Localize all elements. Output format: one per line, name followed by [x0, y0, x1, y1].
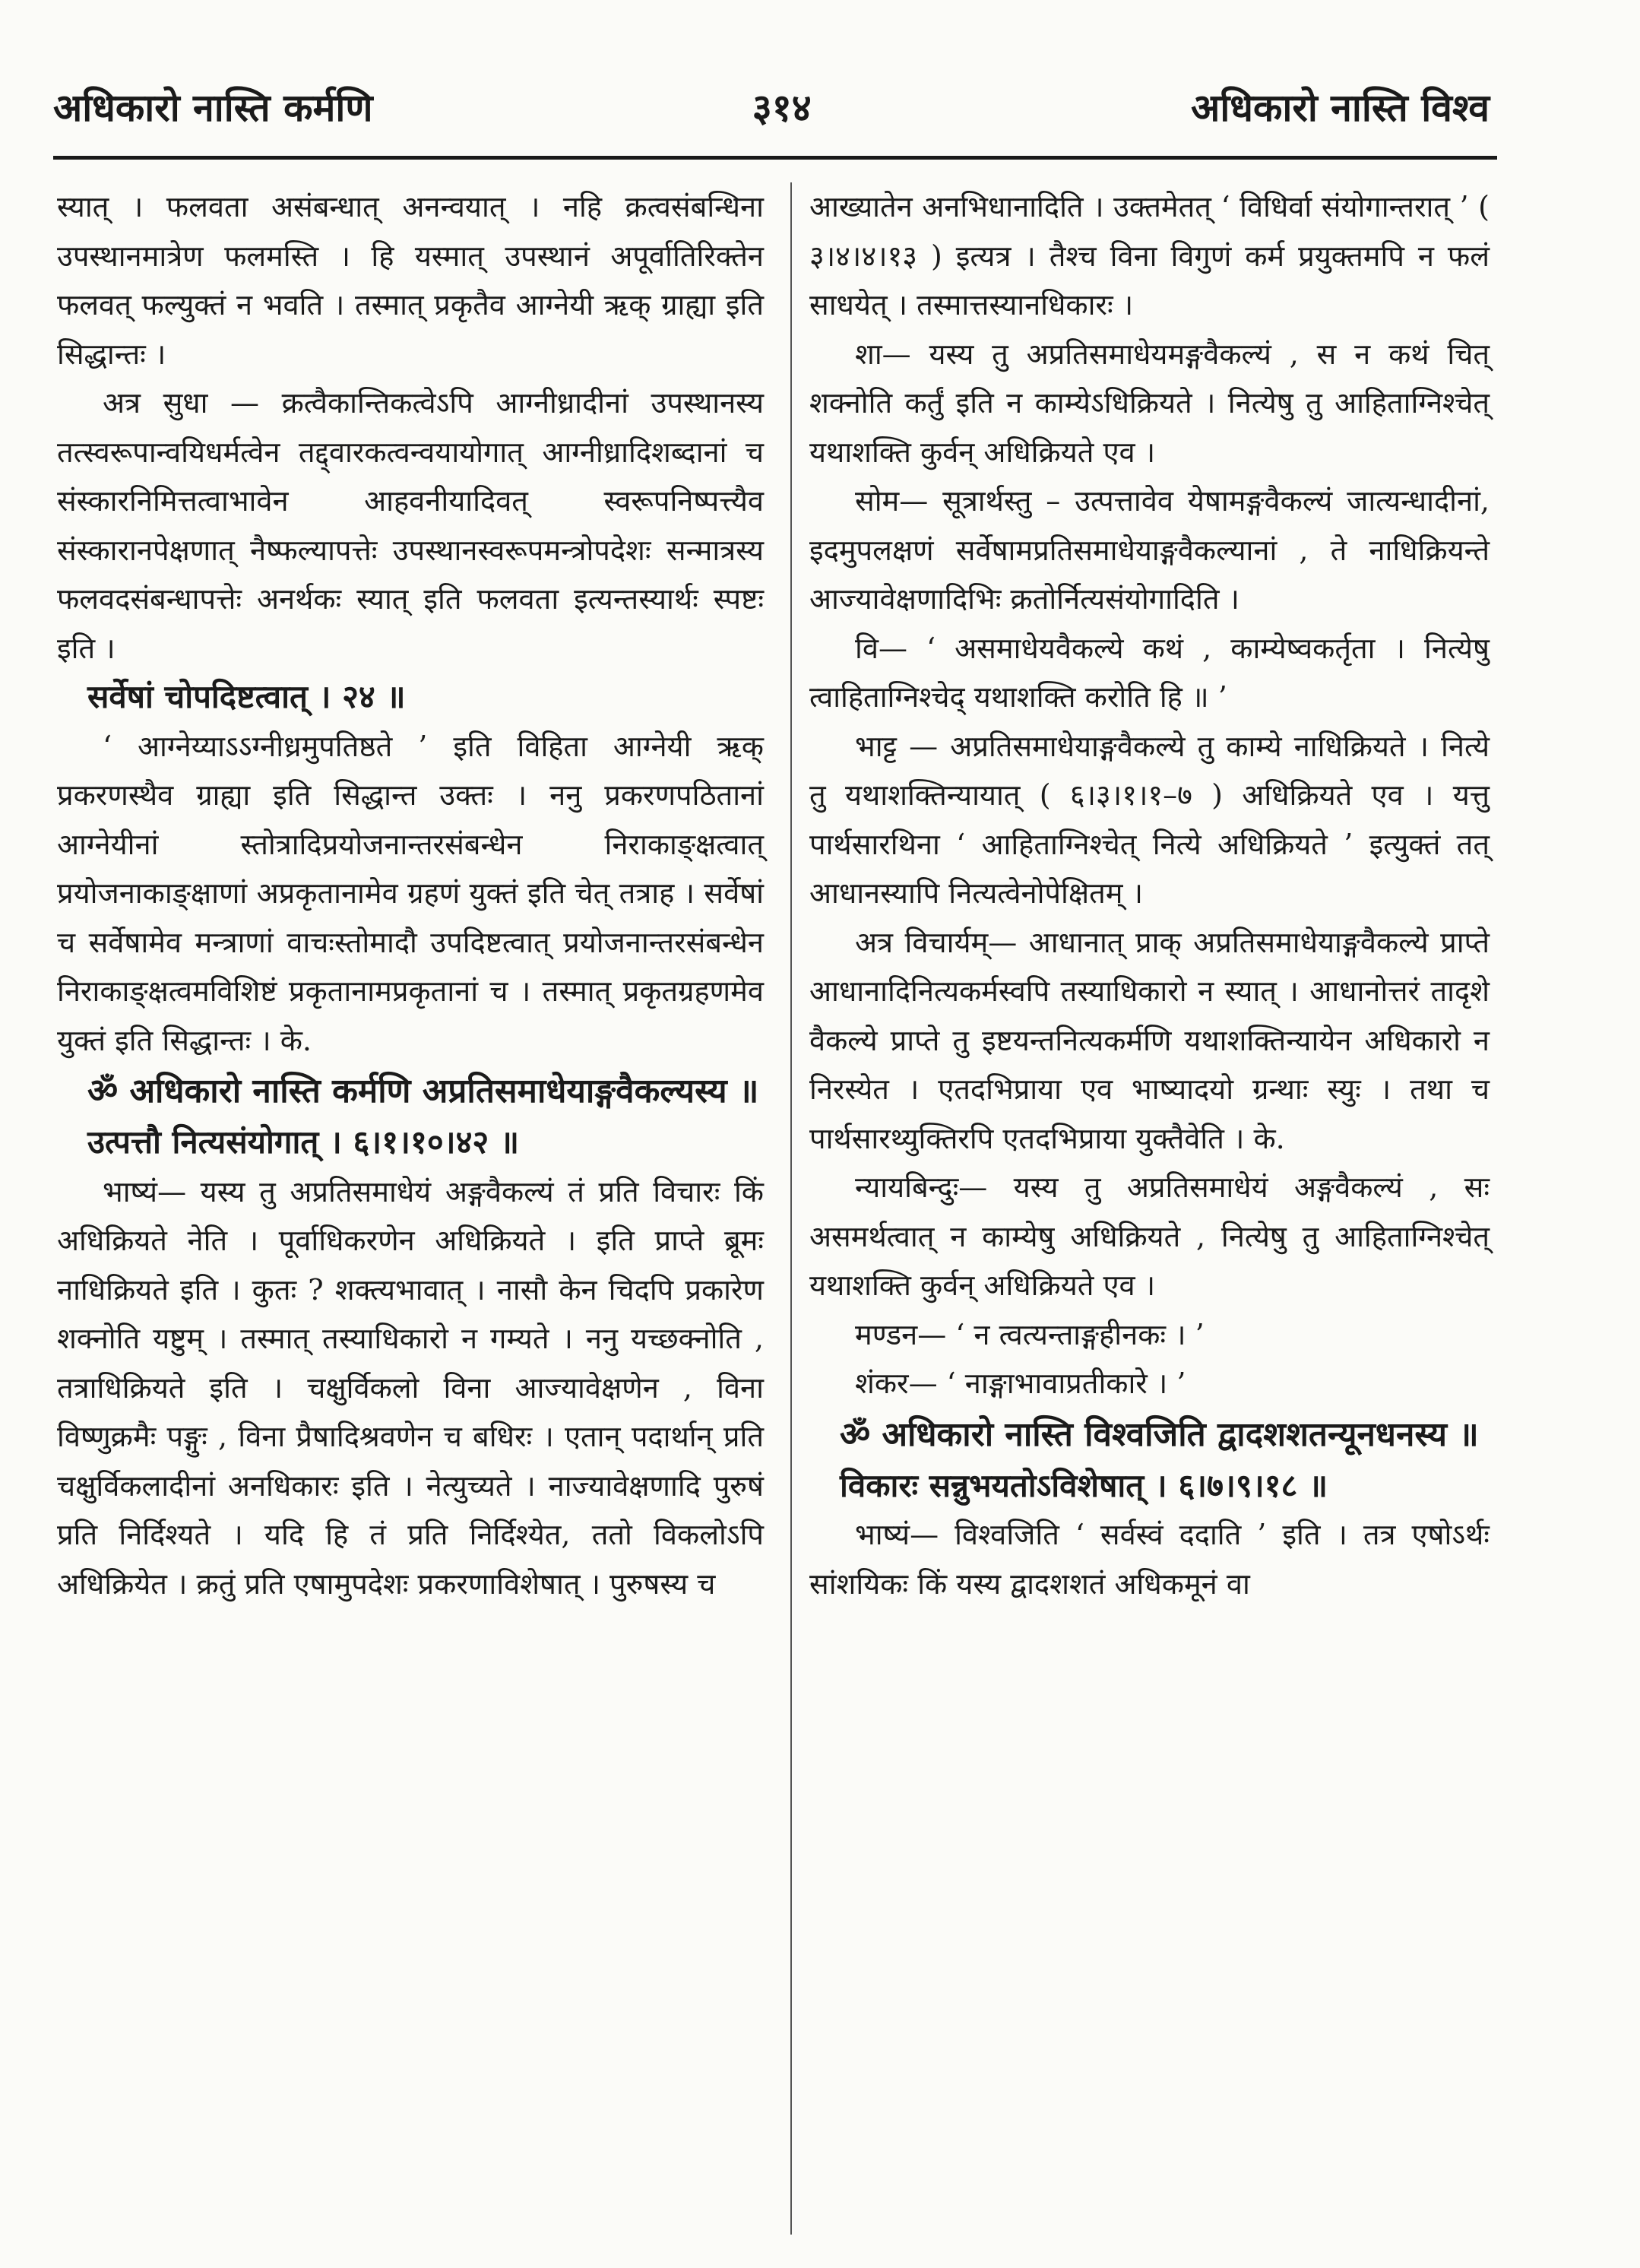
- paragraph: भाष्यं— विश्वजिति ‘ सर्वस्वं ददाति ’ इति । तत्र एषोऽर्थः सांशयिकः किं यस्य द्वादशशतं अधिकमूनं वा: [809, 1518, 1490, 1601]
- running-header: [53, 72, 1490, 141]
- column-divider: [790, 182, 792, 2235]
- right-column: [809, 182, 1490, 1608]
- sutra-heading: उत्पत्तौ नित्यसंयोगात् । ६।१।१०।४२ ॥: [87, 1123, 520, 1161]
- paragraph: शंकर— ‘ नाङ्गाभावाप्रतीकारे । ’: [855, 1367, 1186, 1400]
- header-right-title: अधिकारो नास्ति विश्व: [1191, 85, 1490, 130]
- paragraph: न्यायबिन्दुः— यस्य तु अप्रतिसमाधेयं अङ्गवैकल्यं , सः असमर्थत्वात् न काम्येषु अधिक्रियते , नित्येषु तु आहिताग्निश्चेत् यथाशक्ति कुर्वन् अधिक्रियते एव ।: [809, 1170, 1490, 1302]
- paragraph: मण्डन— ‘ न त्वत्यन्ताङ्गहीनकः । ’: [855, 1317, 1205, 1351]
- paragraph: आख्यातेन अनभिधानादिति । उक्तमेतत् ‘ विधिर्वा संयोगान्तरात् ’ ( ३।४।४।१३ ) इत्यत्र । तैश्च विना विगुणं कर्म प्रयुक्तमपि न फलं साधयेत् । तस्मात्तस्यानधिकारः ।: [809, 190, 1490, 322]
- sutra-heading: विकारः सन्नुभयतोऽविशेषात् । ६।७।९।१८ ॥: [840, 1466, 1328, 1504]
- paragraph: वि— ‘ असमाधेयवैकल्ये कथं , काम्येष्वकर्तृता । नित्येषु त्वाहिताग्निश्चेद् यथाशक्ति करोति हि ॥ ’: [809, 631, 1490, 714]
- paragraph: अत्र सुधा — क्रत्वैकान्तिकत्वेऽपि आग्नीध्रादीनां उपस्थानस्य तत्स्वरूपान्वयिधर्मत्वेन तद्द्वारकत्वन्वयायोगात् आग्नीध्रादिशब्दानां च संस्कारनिमित्तत्वाभावेन आहवनीयादिवत् स्वरूपनिष्पत्त्यैव संस्कारानपेक्षणात् नैष्फल्यापत्तेः उपस्थानस्वरूपमन्त्रोपदेशः सन्मात्रस्य फलवदसंबन्धापत्तेः अनर्थकः स्यात् इति फलवता इत्यन्तस्यार्थः स्पष्टः इति ।: [57, 386, 764, 665]
- header-rule: [53, 156, 1497, 160]
- paragraph: स्यात् । फलवता असंबन्धात् अनन्वयात् । नहि क्रत्वसंबन्धिना उपस्थानमात्रेण फलमस्ति । हि यस्मात् उपस्थानं अपूर्वातिरिक्तेन फलवत् फल्युक्तं न भवति । तस्मात् प्रकृतैव आग्नेयी ऋक् ग्राह्या इति सिद्धान्तः ।: [57, 190, 764, 371]
- adhikarana-heading: ॐ अधिकारो नास्ति कर्मणि अप्रतिसमाधेयाङ्गवैकल्यस्य ॥: [87, 1072, 759, 1110]
- page-number: ३१४: [752, 85, 812, 130]
- paragraph: ‘ आग्नेय्याऽऽग्नीध्रमुपतिष्ठते ’ इति विहिता आग्नेयी ऋक् प्रकरणस्थैव ग्राह्या इति सिद्धान्त उक्तः । ननु प्रकरणपठितानां आग्नेयीनां स्तोत्रादिप्रयोजनान्तरसंबन्धेन निराकाङ्क्षत्वात् प्रयोजनाकाङ्क्षाणां अप्रकृतानामेव ग्रहणं युक्तं इति चेत् तत्राह । सर्वेषां च सर्वेषामेव मन्त्राणां वाचःस्तोमादौ उपदिष्टत्वात् प्रयोजनान्तरसंबन्धेन निराकाङ्क्षत्वमविशिष्टं प्रकृतानामप्रकृतानां च । तस्मात् प्रकृतग्रहणमेव युक्तं इति सिद्धान्तः । के.: [57, 729, 764, 1057]
- paragraph: भाष्यं— यस्य तु अप्रतिसमाधेयं अङ्गवैकल्यं तं प्रति विचारः किं अधिक्रियते नेति । पूर्वाधिकरणेन अधिक्रियते । इति प्राप्ते ब्रूमः नाधिक्रियते इति । कुतः ? शक्त्यभावात् । नासौ केन चिदपि प्रकारेण शक्नोति यष्टुम् । तस्मात् तस्याधिकारो न गम्यते । ननु यच्छक्नोति , तत्राधिक्रियते इति । चक्षुर्विकलो विना आज्यावेक्षणेन , विना विष्णुक्रमैः पङ्गुः , विना प्रैषादिश्रवणेन च बधिरः । एतान् पदार्थान् प्रति चक्षुर्विकलादीनां अनधिकारः इति । नेत्युच्यते । नाज्यावेक्षणादि पुरुषं प्रति निर्दिश्यते । यदि हि तं प्रति निर्दिश्येत, ततो विकलोऽपि अधिक्रियेत । क्रतुं प्रति एषामुपदेशः प्रकरणाविशेषात् । पुरुषस्य च: [57, 1174, 764, 1601]
- paragraph: भाट्ट — अप्रतिसमाधेयाङ्गवैकल्ये तु काम्ये नाधिक्रियते । नित्ये तु यथाशक्तिन्यायात् ( ६।३।१।१–७ ) अधिक्रियते एव । यत्तु पार्थसारथिना ‘ आहिताग्निश्चेत् नित्ये अधिक्रियते ’ इत्युक्तं तत् आधानस्यापि नित्यत्वेनोपेक्षितम् ।: [809, 729, 1490, 910]
- paragraph: अत्र विचार्यम्— आधानात् प्राक् अप्रतिसमाधेयाङ्गवैकल्ये प्राप्ते आधानादिनित्यकर्मस्वपि तस्याधिकारो न स्यात् । आधानोत्तरं तादृशे वैकल्ये प्राप्ते तु इष्टयन्तनित्यकर्मणि यथाशक्तिन्यायेन अधिकारो न निरस्येत । एतदभिप्राया एव भाष्यादयो ग्रन्थाः स्युः । तथा च पार्थसारथ्युक्तिरपि एतदभिप्राया युक्तैवेति । के.: [809, 925, 1490, 1155]
- left-column: [57, 182, 764, 1608]
- paragraph: सोम— सूत्रार्थस्तु – उत्पत्तावेव येषामङ्गवैकल्यं जात्यन्धादीनां, इदमुपलक्षणं सर्वेषामप्रतिसमाधेयाङ्गवैकल्यानां , ते नाधिक्रियन्ते आज्यावेक्षणादिभिः क्रतोर्नित्यसंयोगादिति ।: [809, 484, 1490, 616]
- sutra-heading: सर्वेषां चोपदिष्टत्वात् । २४ ॥: [87, 678, 406, 715]
- header-left-title: अधिकारो नास्ति कर्मणि: [53, 85, 373, 130]
- paragraph: शा— यस्य तु अप्रतिसमाधेयमङ्गवैकल्यं , स न कथं चित् शक्नोति कर्तुं इति न काम्येऽधिक्रियते । नित्येषु तु आहिताग्निश्चेत् यथाशक्ति कुर्वन् अधिक्रियते एव ।: [809, 337, 1490, 469]
- adhikarana-heading: ॐ अधिकारो नास्ति विश्वजिति द्वादशशतन्यूनधनस्य ॥: [840, 1414, 1479, 1454]
